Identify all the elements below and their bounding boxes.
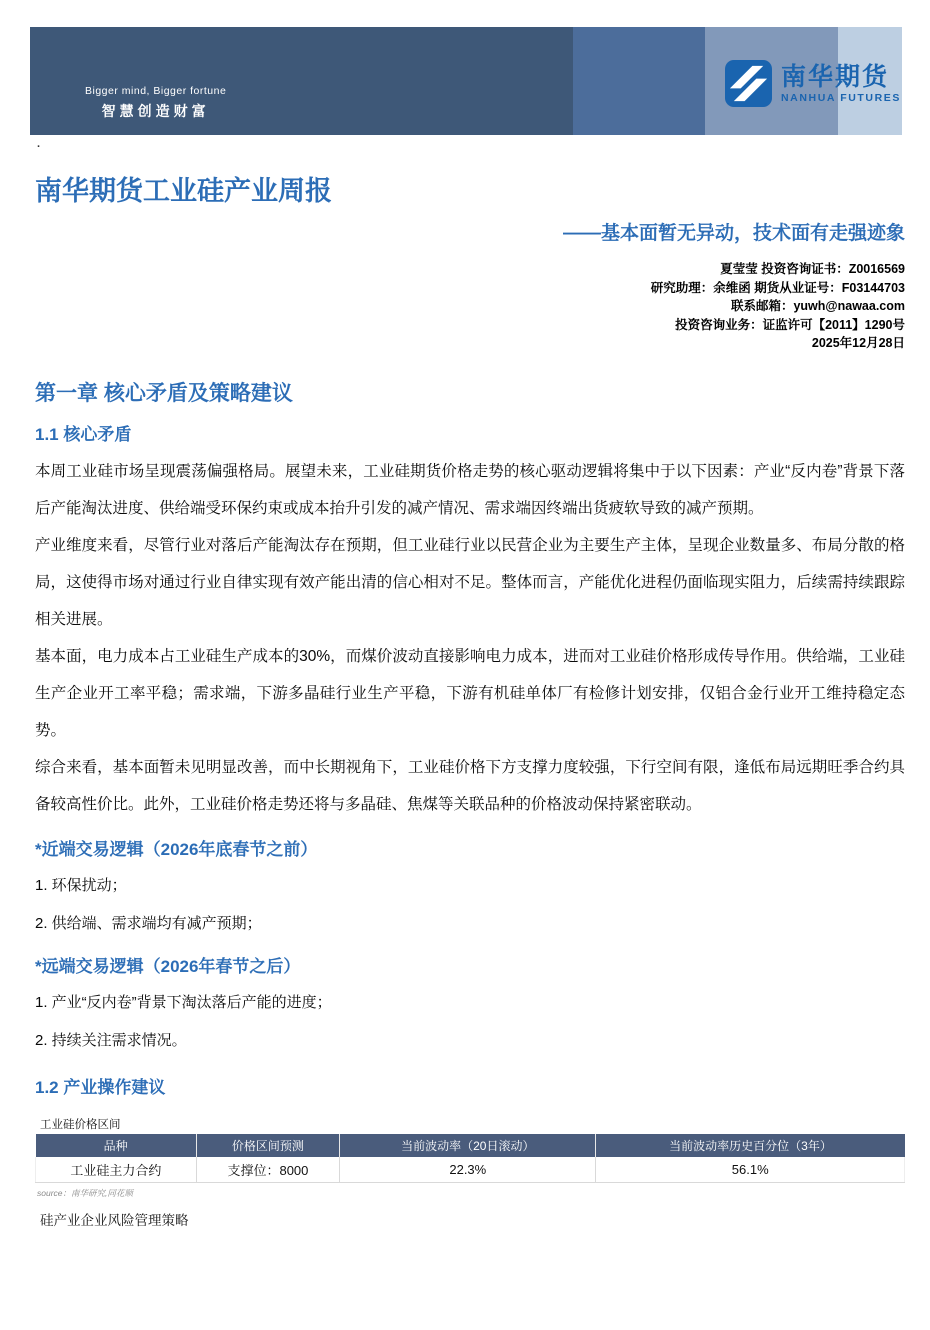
price-table-header-range: 价格区间预测 [196, 1134, 339, 1157]
near-term-logic-title: *近端交易逻辑（2026年底春节之前） [35, 839, 318, 859]
core-paragraph-4: 综合来看，基本面暂未见明显改善，而中长期视角下，工业硅价格下方支撑力度较强，下行空间有限，逢低布局远期旺季合约具备较高性价比。此外，工业硅价格走势还将与多晶硅、焦煤等关联品种的价格波动保持紧密联动。 [35, 758, 905, 813]
price-table-header-row [36, 1134, 905, 1157]
banner-slogan-zh: 智慧创造财富 [101, 103, 210, 119]
price-table-caption: 工业硅价格区间 [40, 1118, 121, 1131]
nanhua-logo [725, 60, 901, 107]
report-title: 南华期货工业硅产业周报 [35, 176, 332, 206]
price-table [35, 1134, 905, 1184]
risk-strategy-title: 硅产业企业风险管理策略 [40, 1213, 189, 1228]
logo-wordmark-en: NANHUA FUTURES [781, 91, 902, 104]
report-date: 2025年12月28日 [811, 336, 905, 350]
author-line-email: 联系邮箱：yuwh@nawaa.com [730, 299, 905, 313]
price-table-cell-volatility: 22.3% [340, 1157, 596, 1183]
core-paragraph-2: 产业维度来看，尽管行业对落后产能淘汰存在预期，但工业硅行业以民营企业为主要生产主体，呈现企业数量多、布局分散的格局，这使得市场对通过行业自律实现有效产能出清的信心相对不足。整体而言，产能优化进程仍面临现实阻力，后续需持续跟踪相关进展。 [35, 536, 905, 628]
core-paragraph-1: 本周工业硅市场呈现震荡偏强格局。展望未来，工业硅期货价格走势的核心驱动逻辑将集中于以下因素：产业“反内卷”背景下落后产能淘汰进度、供给端受环保约束或成本抬升引发的减产情况、需求端因终端出货疲软导致的减产预期。 [35, 462, 905, 517]
price-table-header-variety: 品种 [36, 1134, 197, 1157]
core-contradiction-body [35, 453, 905, 823]
chapter-1-title: 第一章 核心矛盾及策略建议 [35, 381, 293, 405]
price-table-head [36, 1134, 905, 1157]
far-term-item-1: 1. 产业“反内卷”背景下淘汰落后产能的进度； [35, 993, 332, 1011]
author-line-assistant: 研究助理：余维函 期货从业证号：F03144703 [650, 280, 905, 295]
price-table-cell-variety: 工业硅主力合约 [36, 1157, 197, 1183]
price-table-cell-percentile: 56.1% [596, 1157, 905, 1183]
author-line-license: 投资咨询业务：证监许可【2011】1290号 [675, 317, 905, 332]
section-1-2-title: 1.2 产业操作建议 [35, 1077, 166, 1097]
near-term-item-2: 2. 供给端、需求端均有减产预期； [35, 914, 262, 932]
banner-slogan [85, 85, 226, 121]
price-table-header-volatility: 当前波动率（20日滚动） [340, 1134, 596, 1157]
price-table-row [36, 1157, 905, 1183]
price-table-cell-range: 支撑位：8000 [196, 1157, 339, 1183]
report-page-content [35, 139, 905, 1229]
far-term-logic-title: *远端交易逻辑（2026年春节之后） [35, 956, 301, 976]
stray-period-mark: . [37, 138, 41, 150]
author-line-certificate: 夏莹莹 投资咨询证书：Z0016569 [720, 262, 905, 276]
section-1-1-title: 1.1 核心矛盾 [35, 424, 132, 444]
nanhua-logo-icon [725, 60, 772, 107]
price-table-header-percentile: 当前波动率历史百分位（3年） [596, 1134, 905, 1157]
core-paragraph-3: 基本面，电力成本占工业硅生产成本的30%，而煤价波动直接影响电力成本，进而对工业硅价格形成传导作用。供给端，工业硅生产企业开工率平稳；需求端，下游多晶硅行业生产平稳，下游有机硅单体厂有检修计划安排，仅铝合金行业开工维持稳定态势。 [35, 647, 905, 739]
logo-wordmark-zh: 南华期货 [781, 62, 890, 91]
table-source-note: source：南华研究,同花顺 [37, 1188, 133, 1198]
report-subtitle: ——基本面暂无异动，技术面有走强迹象 [562, 223, 905, 244]
price-table-body [36, 1157, 905, 1183]
near-term-item-1: 1. 环保扰动； [35, 876, 127, 894]
report-banner [30, 27, 902, 135]
banner-slogan-en: Bigger mind, Bigger fortune [85, 85, 227, 97]
far-term-item-2: 2. 持续关注需求情况。 [35, 1031, 187, 1049]
logo-wordmark [781, 64, 901, 104]
author-block [35, 260, 905, 353]
banner-band-mid [573, 27, 705, 135]
